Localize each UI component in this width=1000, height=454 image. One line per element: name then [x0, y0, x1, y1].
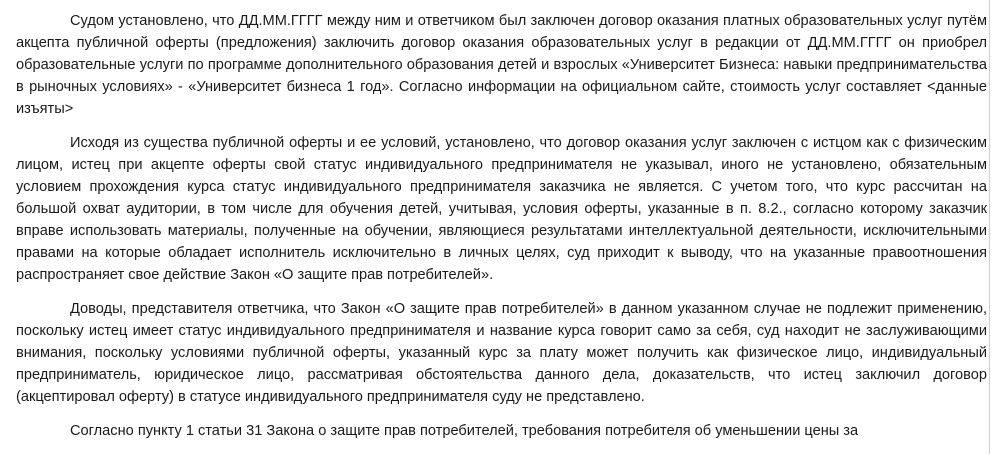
paragraph-2: Исходя из существа публичной оферты и ее условий, установлено, что договор оказания услуг заключен с истцом как с физическим лицом, истец при акцепте оферты свой статус индивидуального предпринимателя не указывал, иного не установлено, обязательным условием прохождения курса статус индивидуального предпринимателя заказчика не является. С учетом того, что курс рассчитан на большой охват аудитории, в том числе для обучения детей, учитывая, условия оферты, указанные в п. 8.2., согласно которому заказчик вправе использовать материалы, полученные на обучении, являющиеся результатами интеллектуальной деятельности, исключительными правами на которые обладает исполнитель исключительно в личных целях, суд приходит к выводу, что на указанные правоотношения распространяет свое действие Закон «О защите прав потребителей». [16, 135, 987, 283]
document-body [16, 10, 987, 454]
page-border [989, 0, 990, 454]
paragraph-4: Согласно пункту 1 статьи 31 Закона о защите прав потребителей, требования потребителя об уменьшении цены за [70, 423, 859, 439]
paragraph-3: Доводы, представителя ответчика, что Закон «О защите прав потребителей» в данном указанном случае не подлежит применению, поскольку истец имеет статус индивидуального предпринимателя и название курса говорит само за себя, суд находит не заслуживающими внимания, поскольку условиями публичной оферты, указанный курс за плату может получить как физическое лицо, индивидуальный предприниматель, юридическое лицо, рассматривая обстоятельства данного дела, доказательств, что истец заключил договор (акцептировал оферту) в статусе индивидуального предпринимателя суду не представлено. [16, 301, 987, 405]
paragraph-1: Судом установлено, что ДД.ММ.ГГГГ между ним и ответчиком был заключен договор оказания платных образовательных услуг путём акцепта публичной оферты (предложения) заключить договор оказания образовательных услуг в редакции от ДД.ММ.ГГГГ он приобрел образовательные услуги по программе дополнительного образования детей и взрослых «Университет Бизнеса: навыки предпринимательства в рыночных условиях» - «Университет бизнеса 1 год». Согласно информации на официальном сайте, стоимость услуг составляет <данные изъяты> [16, 13, 987, 117]
